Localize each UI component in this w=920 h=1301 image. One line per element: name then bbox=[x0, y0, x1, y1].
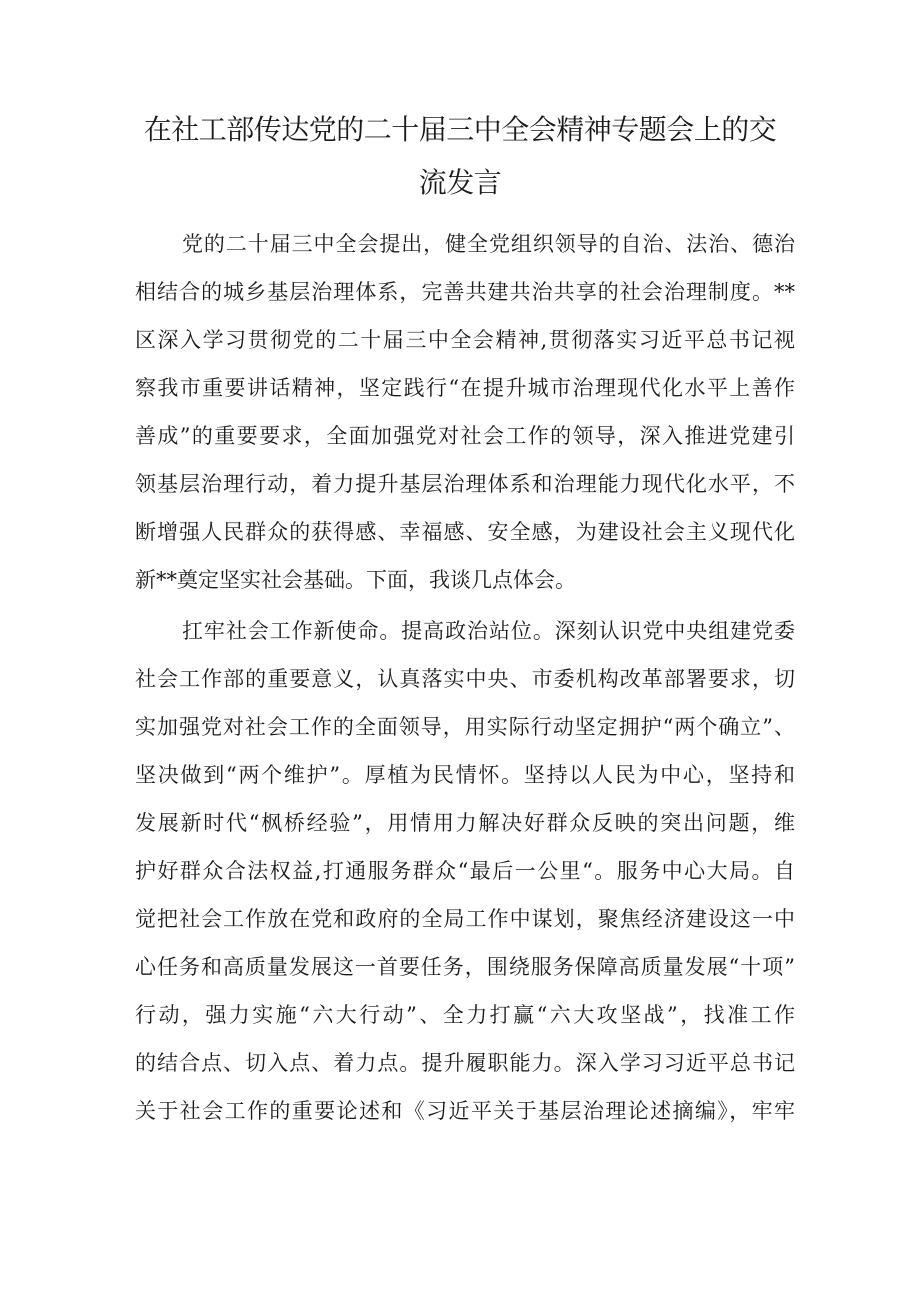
paragraph-line: 的结合点、切入点、着力点。提升履职能力。深入学习习近平总书记 bbox=[135, 1051, 795, 1075]
paragraph-line: 心任务和高质量发展这一首要任务，围绕服务保障高质量发展“十项” bbox=[135, 955, 795, 979]
paragraph-line: 善成”的重要要求，全面加强党对社会工作的领导，深入推进党建引 bbox=[135, 424, 795, 448]
paragraph-line: 区深入学习贯彻党的二十届三中全会精神,贯彻落实习近平总书记视 bbox=[135, 328, 795, 352]
paragraph-line: 发展新时代“枫桥经验”，用情用力解决好群众反映的突出问题，维 bbox=[135, 811, 795, 835]
paragraph-line: 行动，强力实施“六大行动”、全力打赢“六大攻坚战”，找准工作 bbox=[135, 1003, 795, 1027]
paragraph-line: 护好群众合法权益,打通服务群众“最后一公里“。服务中心大局。自 bbox=[135, 859, 795, 883]
paragraph-line: 觉把社会工作放在党和政府的全局工作中谋划，聚焦经济建设这一中 bbox=[135, 907, 795, 931]
paragraph-line: 相结合的城乡基层治理体系，完善共建共治共享的社会治理制度。** bbox=[135, 280, 795, 304]
paragraph-line: 社会工作部的重要意义，认真落实中央、市委机构改革部署要求，切 bbox=[135, 667, 795, 691]
paragraph-line: 扛牢社会工作新使命。提高政治站位。深刻认识党中央组建党委 bbox=[182, 619, 795, 643]
document-title-line-1: 在社工部传达党的二十届三中全会精神专题会上的交 bbox=[143, 113, 777, 146]
paragraph-line: 关于社会工作的重要论述和《习近平关于基层治理论述摘编》，牢牢 bbox=[135, 1099, 795, 1123]
paragraph-line: 断增强人民群众的获得感、幸福感、安全感，为建设社会主义现代化 bbox=[135, 520, 795, 544]
paragraph-line: 领基层治理行动，着力提升基层治理体系和治理能力现代化水平，不 bbox=[135, 472, 795, 496]
document-title-line-2: 流发言 bbox=[418, 166, 502, 199]
paragraph-line: 党的二十届三中全会提出，健全党组织领导的自治、法治、德治 bbox=[182, 232, 795, 256]
paragraph-line: 实加强党对社会工作的全面领导，用实际行动坚定拥护“两个确立”、 bbox=[135, 715, 795, 739]
paragraph-line: 新**奠定坚实社会基础。下面，我谈几点体会。 bbox=[135, 568, 576, 592]
paragraph-line: 坚决做到“两个维护”。厚植为民情怀。坚持以人民为中心，坚持和 bbox=[135, 763, 795, 787]
paragraph-line: 察我市重要讲话精神，坚定践行“在提升城市治理现代化水平上善作 bbox=[135, 376, 795, 400]
